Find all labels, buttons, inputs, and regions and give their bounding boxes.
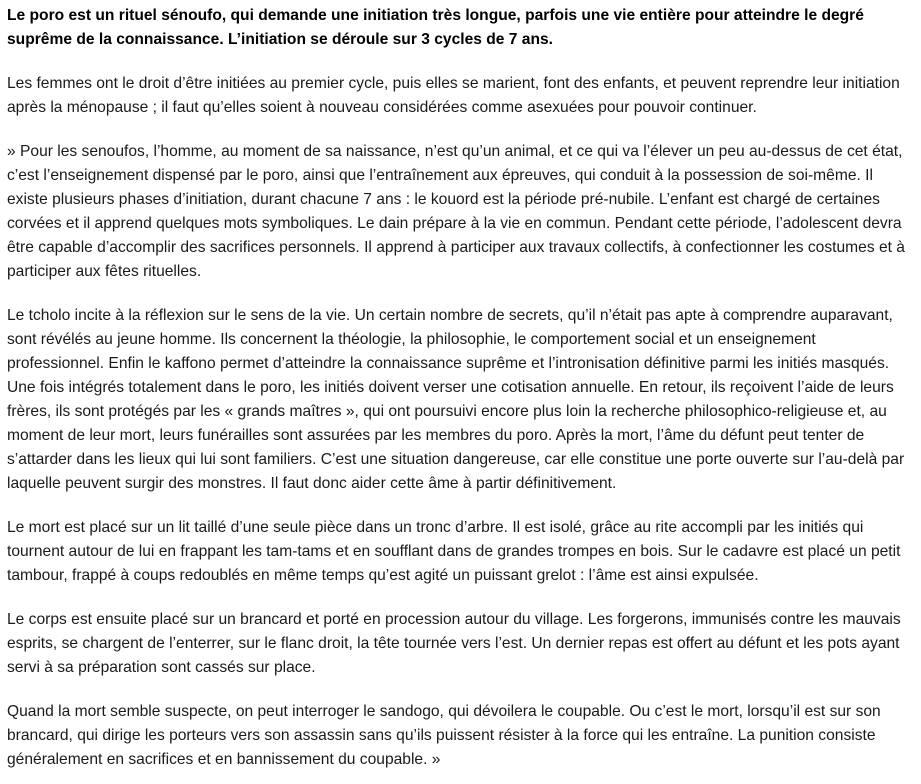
body-paragraph-funeral-rite: Le mort est placé sur un lit taillé d’une seule pièce dans un tronc d’arbre. Il est isolé, grâce au rite accompli par les initiés qui tournent autour de lui en frappant les tam-tams et en soufflant dans de grandes trompes en bois. Sur le cadavre est placé un petit tambour, frappé à coups redoublés en même temps qu’est agité un puissant grelot : l’âme est ainsi expulsée. xyxy=(7,519,901,584)
lead-paragraph: Le poro est un rituel sénoufo, qui demande une initiation très longue, parfois une vie entière pour atteindre le degré suprême de la connaissance. L’initiation se déroule sur 3 cycles de 7 ans. xyxy=(7,7,864,48)
body-paragraph-initiation-phases: » Pour les senoufos, l’homme, au moment de sa naissance, n’est qu’un animal, et ce qui va l’élever un peu au-dessus de cet état, c’est l’enseignement dispensé par le poro, ainsi que l’entraînement aux épreuves, qui conduit à la possession de soi-même. Il existe plusieurs phases d’initiation, durant chacune 7 ans : le kouord est la période pré-nubile. L’enfant est chargé de certaines corvées et il apprend quelques mots symboliques. Le dain prépare à la vie en commun. Pendant cette période, l’adolescent devra être capable d’accomplir des sacrifices personnels. Il apprend à participer aux travaux collectifs, à confectionner les costumes et à participer aux fêtes rituelles. xyxy=(7,143,905,280)
body-paragraph-women-initiation: Les femmes ont le droit d’être initiées au premier cycle, puis elles se marient, font des enfants, et peuvent reprendre leur initiation après la ménopause ; il faut qu’elles soient à nouveau considérées comme asexuées pour pouvoir continuer. xyxy=(7,75,900,116)
body-paragraph-sandogo: Quand la mort semble suspecte, on peut interroger le sandogo, qui dévoilera le coupable. Ou c’est le mort, lorsqu’il est sur son brancard, qui dirige les porteurs vers son assassin sans qu’ils puissent résister à la force qui les entraîne. La punition consiste généralement en sacrifices et en bannissement du coupable. » xyxy=(7,703,881,768)
body-paragraph-procession: Le corps est ensuite placé sur un brancard et porté en procession autour du village. Les forgerons, immunisés contre les mauvais esprits, se chargent de l’enterrer, sur le flanc droit, la tête tournée vers l’est. Un dernier repas est offert au défunt et les pots ayant servi à sa préparation sont cassés sur place. xyxy=(7,611,901,676)
body-paragraph-tcholo-kaffono: Le tcholo incite à la réflexion sur le sens de la vie. Un certain nombre de secrets, qu’il n’était pas apte à comprendre auparavant, sont révélés au jeune homme. Ils concernent la théologie, la philosophie, le comportement social et un enseignement professionnel. Enfin le kaffono permet d’atteindre la connaissance suprême et l’intronisation définitive parmi les initiés masqués. Une fois intégrés totalement dans le poro, les initiés doivent verser une cotisation annuelle. En retour, ils reçoivent l’aide de leurs frères, ils sont protégés par les « grands maîtres », qui ont poursuivi encore plus loin la recherche philosophico-religieuse et, au moment de leur mort, leurs funérailles sont assurées par les membres du poro. Après la mort, l’âme du défunt peut tenter de s’attarder dans les lieux qui lui sont familiers. C’est une situation dangereuse, car elle constitue une porte ouverte sur l’au-delà par laquelle peuvent surgir des monstres. Il faut donc aider cette âme à partir définitivement. xyxy=(7,307,905,492)
